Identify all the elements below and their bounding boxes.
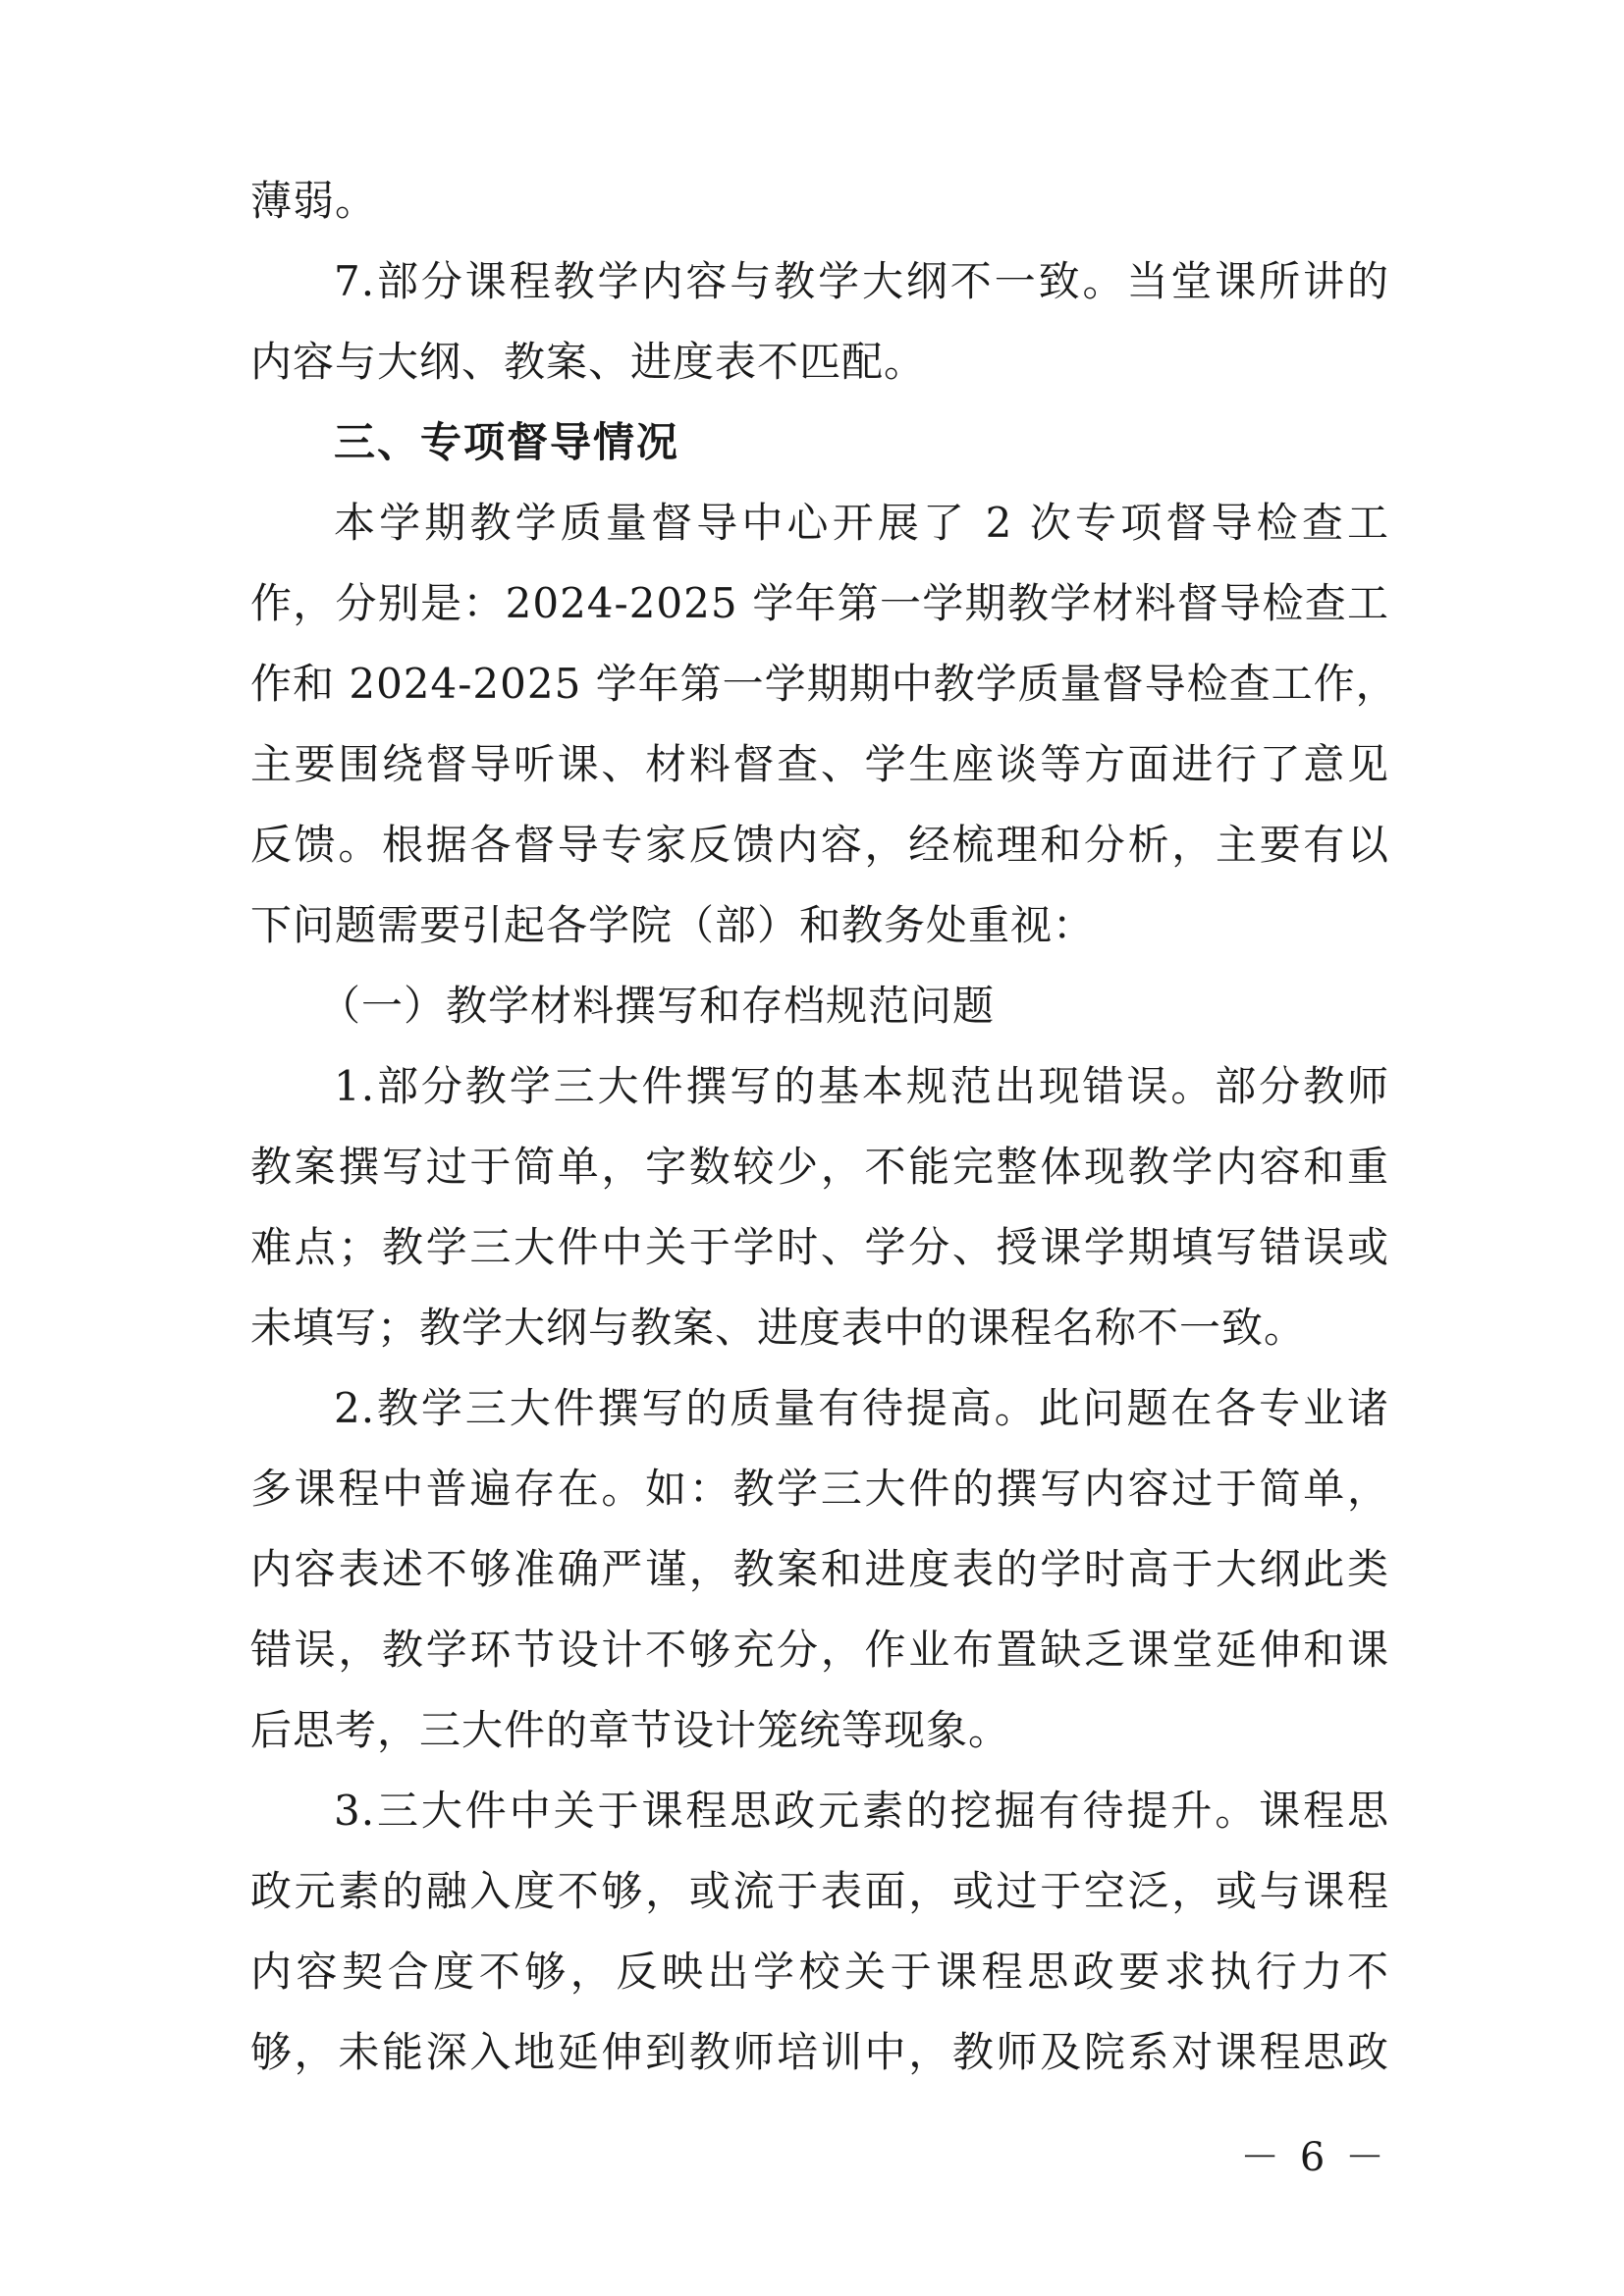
paragraph-line: 错误，教学环节设计不够充分，作业布置缺乏课堂延伸和课 (250, 1626, 1389, 1674)
paragraph-line: 够，未能深入地延伸到教师培训中，教师及院系对课程思政 (250, 2028, 1389, 2076)
paragraph-line: 作和 2024-2025 学年第一学期期中教学质量督导检查工作， (250, 660, 1398, 708)
paragraph-line: 主要围绕督导听课、材料督查、学生座谈等方面进行了意见 (250, 740, 1389, 788)
paragraph-line: 内容表述不够准确严谨，教案和进度表的学时高于大纲此类 (250, 1545, 1389, 1593)
paragraph-line: 下问题需要引起各学院（部）和教务处重视： (250, 901, 1096, 949)
paragraph-line: 教案撰写过于简单，字数较少，不能完整体现教学内容和重 (250, 1143, 1389, 1191)
paragraph-line: 薄弱。 (250, 177, 378, 225)
subsection-heading: （一）教学材料撰写和存档规范问题 (319, 982, 996, 1030)
paragraph-line: 作，分别是：2024-2025 学年第一学期教学材料督导检查工 (250, 579, 1389, 627)
paragraph-line: 1.部分教学三大件撰写的基本规范出现错误。部分教师 (334, 1062, 1389, 1110)
paragraph-line: 难点；教学三大件中关于学时、学分、授课学期填写错误或 (250, 1223, 1389, 1271)
paragraph-line: 内容与大纲、教案、进度表不匹配。 (250, 338, 927, 386)
section-heading: 三、专项督导情况 (334, 418, 680, 466)
paragraph-line: 3.三大件中关于课程思政元素的挖掘有待提升。课程思 (334, 1787, 1389, 1835)
paragraph-line: 反馈。根据各督导专家反馈内容，经梳理和分析，主要有以 (250, 821, 1389, 869)
paragraph-line: 2.教学三大件撰写的质量有待提高。此问题在各专业诸 (334, 1384, 1389, 1432)
paragraph-line: 多课程中普遍存在。如：教学三大件的撰写内容过于简单， (250, 1465, 1389, 1513)
paragraph-line: 内容契合度不够，反映出学校关于课程思政要求执行力不 (250, 1948, 1389, 1996)
page-number: － 6 － (1240, 2135, 1388, 2180)
paragraph-line: 政元素的融入度不够，或流于表面，或过于空泛，或与课程 (250, 1867, 1389, 1915)
paragraph-line: 后思考，三大件的章节设计笼统等现象。 (250, 1706, 1011, 1754)
paragraph-line: 本学期教学质量督导中心开展了 2 次专项督导检查工 (334, 499, 1389, 547)
paragraph-line: 7.部分课程教学内容与教学大纲不一致。当堂课所讲的 (334, 257, 1389, 305)
paragraph-line: 未填写；教学大纲与教案、进度表中的课程名称不一致。 (250, 1304, 1307, 1352)
